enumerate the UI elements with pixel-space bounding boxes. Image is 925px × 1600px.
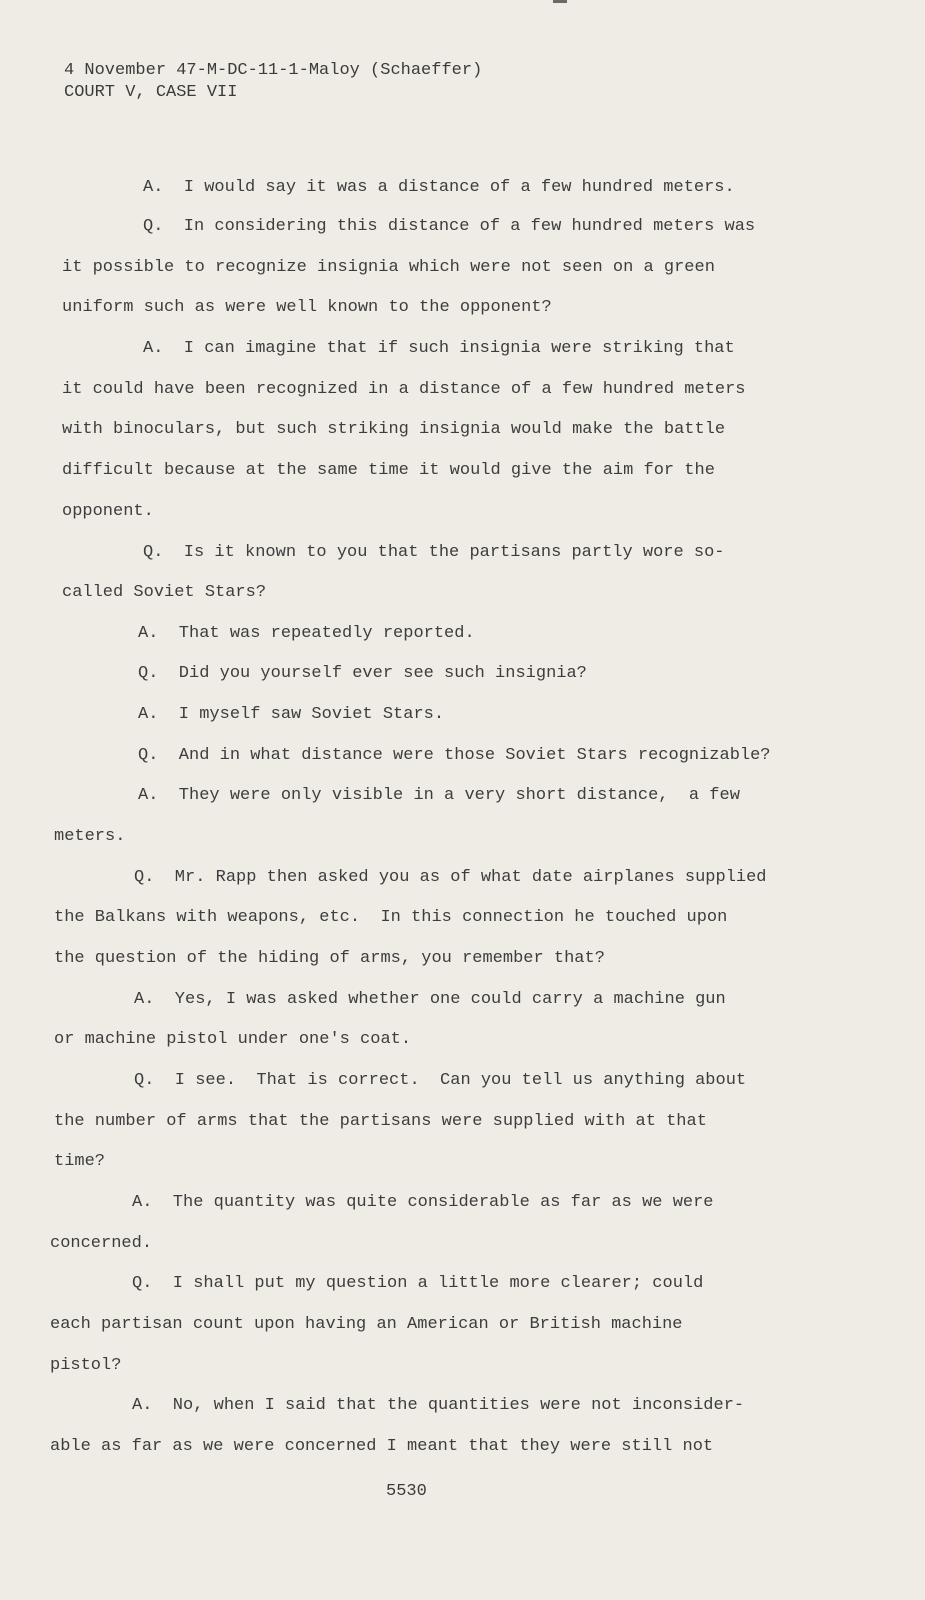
transcript-line: it possible to recognize insignia which were not seen on a green (62, 258, 715, 277)
transcript-line: pistol? (50, 1356, 122, 1375)
transcript-line: Q. Did you yourself ever see such insignia? (138, 664, 587, 683)
transcript-line: Q. I see. That is correct. Can you tell us anything about (134, 1071, 747, 1090)
header-date-line: 4 November 47-M-DC-11-1-Maloy (Schaeffer) (64, 61, 483, 80)
page-number: 5530 (386, 1482, 427, 1501)
transcript-line: A. I myself saw Soviet Stars. (138, 705, 445, 724)
transcript-line: A. Yes, I was asked whether one could carry a machine gun (134, 990, 726, 1009)
transcript-line: or machine pistol under one's coat. (54, 1030, 412, 1049)
transcript-line: called Soviet Stars? (62, 583, 267, 602)
transcript-line: A. I would say it was a distance of a few hundred meters. (143, 178, 735, 197)
transcript-line: A. The quantity was quite considerable as far as we were (132, 1193, 714, 1212)
transcript-line: Q. Is it known to you that the partisans partly wore so- (143, 543, 725, 562)
document-header (64, 60, 482, 104)
transcript-line: time? (54, 1152, 106, 1171)
transcript-line: A. No, when I said that the quantities were not inconsider- (132, 1396, 745, 1415)
transcript-line: uniform such as were well known to the opponent? (62, 298, 552, 317)
transcript-line: able as far as we were concerned I meant that they were still not (50, 1437, 714, 1456)
transcript-line: the question of the hiding of arms, you remember that? (54, 949, 605, 968)
transcript-line: Q. In considering this distance of a few hundred meters was (143, 217, 756, 236)
header-court-line: COURT V, CASE VII (64, 83, 238, 102)
transcript-line: A. They were only visible in a very short distance, a few (138, 786, 740, 805)
transcript-line: concerned. (50, 1234, 153, 1253)
transcript-line: the Balkans with weapons, etc. In this connection he touched upon (54, 908, 728, 927)
transcript-line: Q. Mr. Rapp then asked you as of what date airplanes supplied (134, 868, 767, 887)
transcript-line: Q. I shall put my question a little more clearer; could (132, 1274, 704, 1293)
scan-mark (553, 0, 567, 3)
transcript-line: opponent. (62, 502, 154, 521)
transcript-line: Q. And in what distance were those Soviet Stars recognizable? (138, 746, 771, 765)
transcript-line: each partisan count upon having an American or British machine (50, 1315, 683, 1334)
transcript-line: the number of arms that the partisans were supplied with at that (54, 1112, 707, 1131)
transcript-line: meters. (54, 827, 126, 846)
transcript-line: difficult because at the same time it would give the aim for the (62, 461, 715, 480)
transcript-line: with binoculars, but such striking insignia would make the battle (62, 420, 726, 439)
transcript-line: A. That was repeatedly reported. (138, 624, 475, 643)
transcript-line: A. I can imagine that if such insignia were striking that (143, 339, 735, 358)
transcript-line: it could have been recognized in a distance of a few hundred meters (62, 380, 746, 399)
